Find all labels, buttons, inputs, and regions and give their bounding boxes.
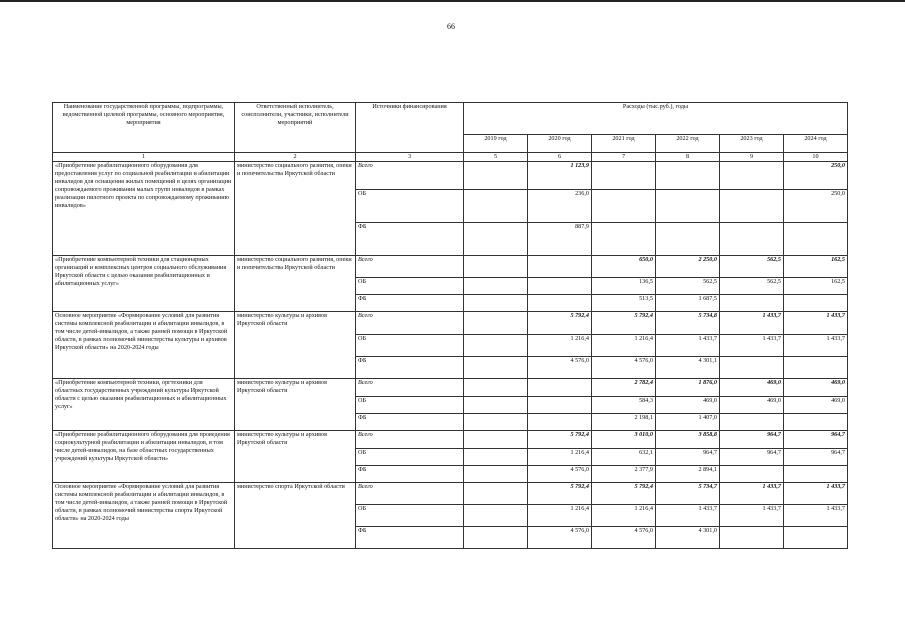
funding-source: Всего (356, 256, 464, 278)
funding-source: ФБ (356, 295, 464, 312)
funding-source: ОБ (356, 397, 464, 414)
expense-value (464, 295, 528, 312)
expense-value (528, 414, 592, 431)
expense-value: 887,9 (528, 223, 592, 256)
expense-value: 1 216,4 (528, 449, 592, 466)
expense-value: 4 301,1 (656, 357, 720, 379)
expense-value (720, 527, 784, 549)
expense-value: 1 433,7 (720, 483, 784, 505)
funding-source: Всего (356, 483, 464, 505)
expense-value (464, 312, 528, 335)
expense-value: 964,7 (720, 449, 784, 466)
header-executor: Ответственный исполнитель, соисполнители, участники, исполнители мероприятий (235, 103, 356, 153)
expense-value (528, 379, 592, 397)
expense-value (784, 527, 848, 549)
expense-value: 4 576,0 (528, 527, 592, 549)
table-row (53, 312, 848, 335)
expense-value: 469,0 (720, 397, 784, 414)
expense-value (464, 223, 528, 256)
expense-value: 4 576,0 (528, 466, 592, 483)
column-number: 6 (528, 153, 592, 162)
expense-value: 469,0 (656, 397, 720, 414)
expense-value (464, 278, 528, 295)
expense-value: 562,5 (720, 278, 784, 295)
column-number: 9 (720, 153, 784, 162)
expense-value: 2 894,1 (656, 466, 720, 483)
expense-value: 1 433,7 (656, 505, 720, 527)
activity-name: Основное мероприятие «Формирование условий для развития системы комплексной реабилитации и абилитации инвалидов, в том числе детей-инвалидов, а также ранней помощи в Иркутской области, в рамках полномочий министерства культуры и архивов Иркутской области» на 2020-2024 годы (53, 312, 235, 379)
expense-value: 1 433,7 (720, 505, 784, 527)
expense-value (720, 190, 784, 223)
expense-value (656, 190, 720, 223)
funding-source: ФБ (356, 223, 464, 256)
activity-executor: министерство культуры и архивов Иркутской области (235, 312, 356, 379)
table-row (53, 256, 848, 278)
expense-value: 964,7 (784, 449, 848, 466)
expense-value: 1 433,7 (784, 505, 848, 527)
expense-value (464, 357, 528, 379)
expense-value: 5 734,8 (656, 312, 720, 335)
header-year: 2021 год (592, 135, 656, 153)
funding-source: ФБ (356, 527, 464, 549)
expense-value: 5 792,4 (528, 431, 592, 449)
funding-source: Всего (356, 379, 464, 397)
expense-value (464, 505, 528, 527)
expense-value: 964,7 (720, 431, 784, 449)
expense-value: 469,0 (784, 379, 848, 397)
expense-value: 964,7 (656, 449, 720, 466)
funding-source: Всего (356, 312, 464, 335)
expense-value (464, 256, 528, 278)
expense-value: 3 858,8 (656, 431, 720, 449)
expense-value (592, 223, 656, 256)
funding-source: ОБ (356, 505, 464, 527)
expense-value (784, 466, 848, 483)
expense-value (464, 190, 528, 223)
header-year: 2022 год (656, 135, 720, 153)
expense-value (720, 162, 784, 190)
expense-value: 513,5 (592, 295, 656, 312)
activity-executor: министерство социального развития, опеки и попечительства Иркутской области (235, 256, 356, 312)
expense-value: 964,7 (784, 431, 848, 449)
expense-value: 1 216,4 (592, 335, 656, 357)
expense-value (528, 295, 592, 312)
expense-value (464, 379, 528, 397)
activity-executor: министерство культуры и архивов Иркутской области (235, 379, 356, 431)
expense-value: 162,5 (784, 256, 848, 278)
expense-value (784, 357, 848, 379)
expense-value: 1 433,7 (784, 483, 848, 505)
column-number: 1 (53, 153, 235, 162)
expense-value: 1 433,7 (656, 335, 720, 357)
expense-value (656, 223, 720, 256)
expense-value: 5 734,7 (656, 483, 720, 505)
expense-value (784, 414, 848, 431)
expense-value (720, 223, 784, 256)
header-year: 2020 год (528, 135, 592, 153)
expense-value: 1 433,7 (784, 312, 848, 335)
expense-value (464, 335, 528, 357)
expense-value (592, 162, 656, 190)
expense-value (720, 414, 784, 431)
expense-value: 162,5 (784, 278, 848, 295)
expense-value (592, 190, 656, 223)
expense-value (464, 397, 528, 414)
funding-source: ОБ (356, 190, 464, 223)
expense-value: 5 792,4 (528, 483, 592, 505)
expense-value: 584,3 (592, 397, 656, 414)
expense-value (720, 466, 784, 483)
column-number: 10 (784, 153, 848, 162)
page-top-border (0, 0, 905, 2)
expense-value: 469,0 (720, 379, 784, 397)
expense-value: 562,5 (720, 256, 784, 278)
funding-source: ОБ (356, 335, 464, 357)
expense-value: 1 687,5 (656, 295, 720, 312)
table-row (53, 379, 848, 397)
expense-value (464, 483, 528, 505)
page-number: 66 (447, 22, 455, 31)
table-row (53, 483, 848, 505)
expense-value (464, 449, 528, 466)
expense-value: 2 782,4 (592, 379, 656, 397)
table-row (53, 431, 848, 449)
activity-name: «Приобретение компьютерной техники, оргтехники для областных государственных учреждений культуры Иркутской области с целью оказания реабилитационных и абилитационных услуг» (53, 379, 235, 431)
header-year: 2019 год (464, 135, 528, 153)
table-row (53, 162, 848, 190)
expense-value: 4 576,0 (592, 527, 656, 549)
expense-value: 4 576,0 (528, 357, 592, 379)
expense-value: 136,5 (592, 278, 656, 295)
expense-value: 250,0 (784, 162, 848, 190)
expense-value: 1 216,4 (592, 505, 656, 527)
expense-value (720, 295, 784, 312)
expense-value: 4 576,0 (592, 357, 656, 379)
expense-value: 1 123,9 (528, 162, 592, 190)
expense-value: 3 010,0 (592, 431, 656, 449)
expense-value: 469,0 (784, 397, 848, 414)
funding-source: Всего (356, 162, 464, 190)
expense-value: 1 876,0 (656, 379, 720, 397)
funding-source: ОБ (356, 278, 464, 295)
expense-value: 236,0 (528, 190, 592, 223)
expense-value (656, 162, 720, 190)
funding-source: Всего (356, 431, 464, 449)
expense-value: 5 792,4 (592, 483, 656, 505)
expense-value: 1 216,4 (528, 335, 592, 357)
header-year: 2023 год (720, 135, 784, 153)
column-number: 2 (235, 153, 356, 162)
expense-value: 4 301,0 (656, 527, 720, 549)
expense-value (528, 256, 592, 278)
activity-name: «Приобретение компьютерной техники для стационарных организаций и комплексных центров социального обслуживания Иркутской области с целью оказания реабилитационных и абилитационных услуг» (53, 256, 235, 312)
expense-value: 632,1 (592, 449, 656, 466)
activity-executor: министерство социального развития, опеки и попечительства Иркутской области (235, 162, 356, 256)
expense-value: 5 792,4 (528, 312, 592, 335)
activity-executor: министерство спорта Иркутской области (235, 483, 356, 549)
expense-value: 1 433,7 (720, 312, 784, 335)
column-number: 7 (592, 153, 656, 162)
header-name: Наименование государственной программы, подпрограммы, ведомственной целевой программы, основного мероприятия, мероприятия (53, 103, 235, 153)
funding-source: ФБ (356, 357, 464, 379)
expense-value (784, 295, 848, 312)
funding-source: ФБ (356, 466, 464, 483)
expense-value (464, 162, 528, 190)
expense-value (464, 466, 528, 483)
expense-value (464, 414, 528, 431)
expense-value: 1 407,0 (656, 414, 720, 431)
expense-value (720, 357, 784, 379)
column-number: 3 (356, 153, 464, 162)
activity-name: «Приобретение реабилитационного оборудования для предоставления услуг по социальной реабилитации и абилитации инвалидов для оснащения жилых помещений в целях организации сопровождаемого проживания малых групп инвалидов в рамках реализации пилотного проекта по сопровождаемому проживанию инвалидов» (53, 162, 235, 256)
expense-value (464, 527, 528, 549)
expense-value: 2 198,1 (592, 414, 656, 431)
expense-value (784, 223, 848, 256)
budget-table (52, 102, 848, 549)
expense-value (464, 431, 528, 449)
expense-value: 5 792,4 (592, 312, 656, 335)
expense-value (528, 397, 592, 414)
header-expenses: Расходы (тыс.руб.), годы (464, 103, 848, 135)
header-source: Источники финансирования (356, 103, 464, 153)
expense-value: 2 377,9 (592, 466, 656, 483)
column-number: 8 (656, 153, 720, 162)
activity-name: Основное мероприятие «Формирование условий для развития системы комплексной реабилитации и абилитации инвалидов, в том числе детей-инвалидов, а также ранней помощи в Иркутской области, в рамках полномочий министерства спорта Иркутской области» на 2020-2024 годы (53, 483, 235, 549)
expense-value: 2 250,0 (656, 256, 720, 278)
expense-value: 250,0 (784, 190, 848, 223)
funding-source: ОБ (356, 449, 464, 466)
column-number: 5 (464, 153, 528, 162)
expense-value: 650,0 (592, 256, 656, 278)
funding-source: ФБ (356, 414, 464, 431)
activity-executor: министерство культуры и архивов Иркутской области (235, 431, 356, 483)
activity-name: «Приобретение реабилитационного оборудования для проведения социокультурной реабилитации и абилитации инвалидов, в том числе детей-инвалидов, на базе областных государственных учреждений культуры Иркутской области» (53, 431, 235, 483)
expense-value: 1 216,4 (528, 505, 592, 527)
expense-value (528, 278, 592, 295)
expense-value: 1 433,7 (720, 335, 784, 357)
expense-value: 1 433,7 (784, 335, 848, 357)
expense-value: 562,5 (656, 278, 720, 295)
header-year: 2024 год (784, 135, 848, 153)
